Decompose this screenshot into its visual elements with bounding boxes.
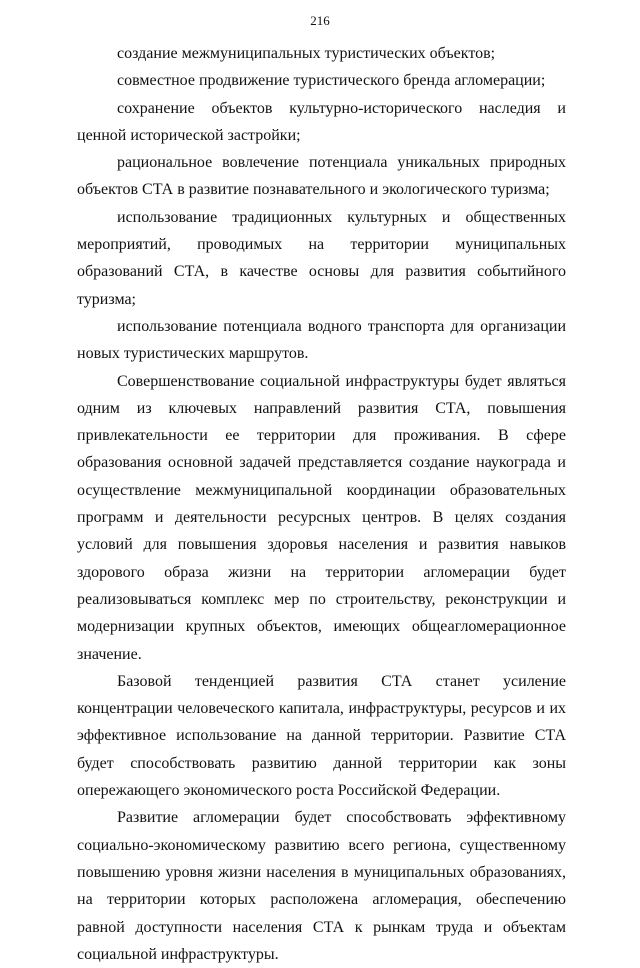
list-item-water-transport: использование потенциала водного транспорта для организации новых туристических маршрутов.	[77, 317, 566, 363]
list-item-natural-potential: рациональное вовлечение потенциала уникальных природных объектов СТА в развитие познавательного и экологического туризма;	[77, 154, 566, 199]
list-item-brand-promotion: совместное продвижение туристического бренда агломерации;	[117, 72, 546, 90]
page-body	[77, 40, 566, 968]
list-item-cultural-events: использование традиционных культурных и общественных мероприятий, проводимых на территории муниципальных образований СТА, в качестве основы для развития событийного туризма;	[77, 208, 566, 308]
list-item-intermunicipal-objects: создание межмуниципальных туристических объектов;	[117, 45, 496, 62]
page-number: 216	[310, 13, 330, 28]
paragraph-base-tendency: Базовой тенденцией развития СТА станет усиление концентрации человеческого капитала, инфраструктуры, ресурсов и их эффективное использование на данной территории. Развитие СТА будет способствовать развитию данной территории как зоны опережающего экономического роста Российской Федерации.	[77, 672, 566, 800]
paragraph-regional-development: Развитие агломерации будет способствовать эффективному социально-экономическому развитию всего региона, существенному повышению уровня жизни населения в муниципальных образованиях, на территории которых расположена агломерация, обеспечению равной доступности населения СТА к рынкам труда и объектам социальной инфраструктуры.	[77, 809, 566, 963]
list-item-heritage-preservation: сохранение объектов культурно-исторического наследия и ценной исторической застройки;	[77, 99, 566, 144]
paragraph-social-infrastructure: Совершенствование социальной инфраструктуры будет являться одним из ключевых направлений развития СТА, повышения привлекательности ее территории для проживания. В сфере образования основной задачей представляется создание наукограда и осуществление межмуниципальной координации образовательных программ и деятельности ресурсных центров. В целях создания условий для повышения здоровья населения и развития навыков здорового образа жизни на территории агломерации будет реализовываться комплекс мер по строительству, реконструкции и модернизации крупных объектов, имеющих общеагломерационное значение.	[77, 372, 566, 663]
